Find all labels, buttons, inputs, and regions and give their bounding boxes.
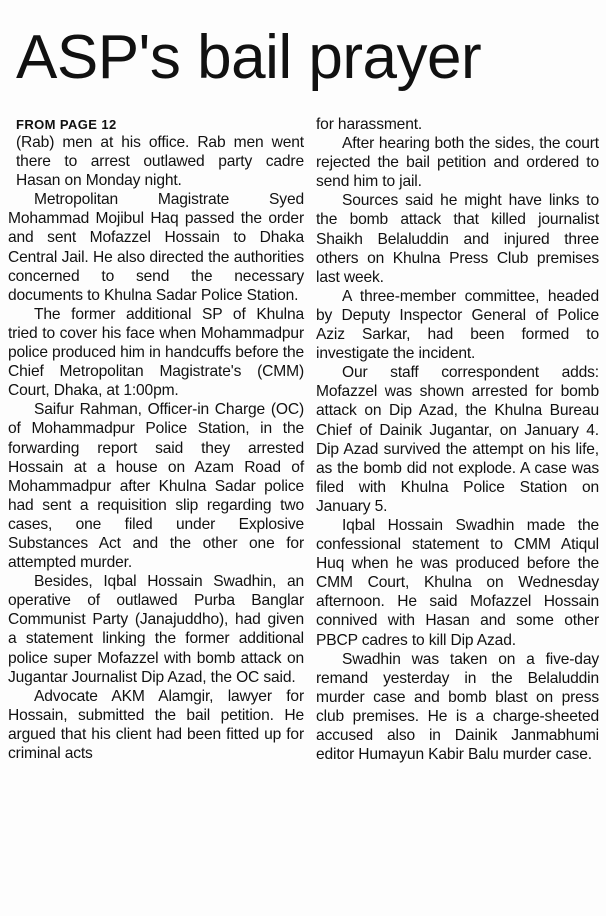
paragraph: A three-member committee, headed by Deputy Inspector General of Police Aziz Sarkar, had been formed to investigate the incident. — [316, 287, 599, 363]
paragraph: Advocate AKM Alamgir, lawyer for Hossain, submitted the bail petition. He argued that his client had been fitted up for criminal acts — [8, 687, 304, 762]
continuation-kicker: FROM PAGE 12 — [16, 117, 117, 132]
paragraph: Our staff correspondent adds: Mofazzel was shown arrested for bomb attack on Dip Azad, the Khulna Bureau Chief of Dainik Jugantar, on January 4. Dip Azad survived the attempt on his life, as the bomb did not explode. A case was filed with Khulna Police Station on January 5. — [316, 364, 599, 515]
paragraph: The former additional SP of Khulna tried to cover his face when Mohammadpur police produced him in handcuffs before the Chief Metropolitan Magistrate's (CMM) Court, Dhaka, at 1:00pm. — [8, 305, 304, 400]
paragraph: Besides, Iqbal Hossain Swadhin, an operative of outlawed Purba Banglar Communist Party (Janajuddho), had given a statement linking the former additional police super Mofazzel with bomb attack on Jugantar Journalist Dip Azad, the OC said. — [8, 573, 304, 686]
paragraph: for harassment. — [316, 116, 423, 133]
paragraph: Swadhin was taken on a five-day remand yesterday in the Belaluddin murder case and bomb blast on press club premises. He is a charge-sheeted accused also in Dainik Janmabhumi editor Humayun Kabir Balu murder case. — [316, 650, 599, 764]
headline: ASP's bail prayer — [16, 23, 482, 92]
article-column-left — [8, 115, 304, 763]
article-column-right — [316, 115, 599, 764]
paragraph: (Rab) men at his office. Rab men went there to arrest outlawed party cadre Hasan on Monday night. — [16, 134, 304, 190]
paragraph: Saifur Rahman, Officer-in Charge (OC) of Mohammadpur Police Station, in the forwarding report said they arrested Hossain at a house on Azam Road of Mohammadpur after Khulna Sadar police had sent a requisition slip regarding two cases, one filed under Explosive Substances Act and the other one for attempted murder. — [8, 401, 304, 572]
paragraph: Metropolitan Magistrate Syed Mohammad Mojibul Haq passed the order and sent Mofazzel Hossain to Dhaka Central Jail. He also directed the authorities concerned to send the necessary documents to Khulna Sadar Police Station. — [8, 191, 304, 304]
paragraph: Sources said he might have links to the bomb attack that killed journalist Shaikh Belaluddin and injured three others on Khulna Press Club premises last week. — [316, 192, 599, 286]
paragraph: Iqbal Hossain Swadhin made the confessional statement to CMM Atiqul Huq when he was produced before the CMM Court, Khulna on Wednesday afternoon. He said Mofazzel Hossain connived with Hasan and some other PBCP cadres to kill Dip Azad. — [316, 516, 599, 649]
paragraph: After hearing both the sides, the court rejected the bail petition and ordered to send him to jail. — [316, 135, 599, 191]
